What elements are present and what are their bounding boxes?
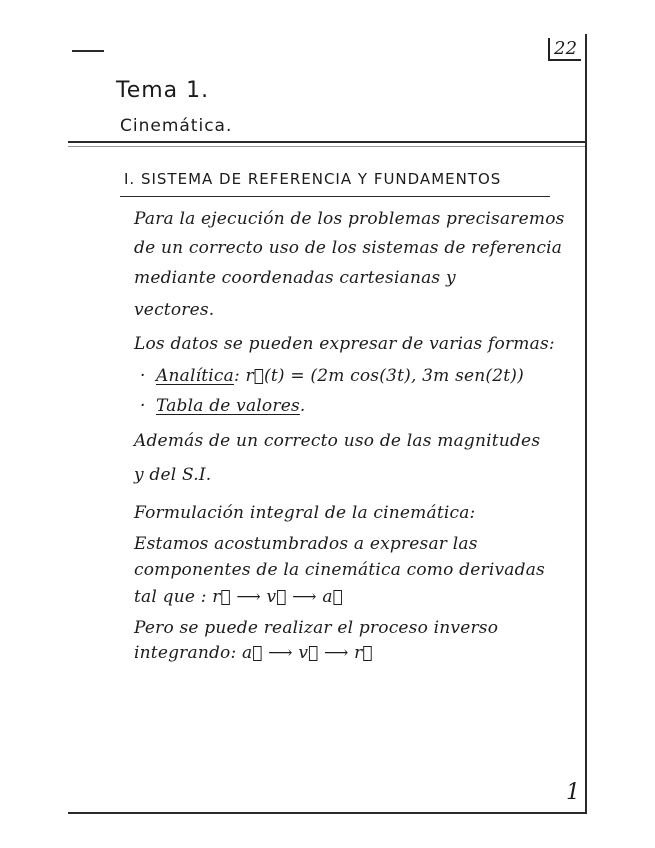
body2-line-4: Estamos acostumbrados a expresar las: [134, 534, 478, 554]
sheet-number: 22: [548, 38, 581, 61]
bullet-dot: ·: [140, 396, 146, 416]
body-line-2: de un correcto uso de los sistemas de referencia: [134, 238, 563, 258]
body2-line-7: Pero se puede realizar el proceso inverso: [134, 618, 499, 638]
bullet-dot: ·: [140, 366, 146, 386]
body2-line-6: tal que : r⃗ ⟶ v⃗ ⟶ a⃗: [134, 587, 343, 607]
title-divider-2: [68, 146, 586, 147]
bullet-analitica: [140, 366, 524, 386]
title-divider: [68, 141, 586, 143]
bullet-formula-analitica: : r⃗(t) = (2m cos(3t), 3m sen(2t)): [233, 366, 524, 386]
right-margin-line: [585, 34, 587, 814]
bullet-tabla: [140, 396, 306, 416]
section-underline: [120, 196, 550, 197]
tema-title: Tema 1.: [116, 78, 210, 103]
body2-line-8: integrando: a⃗ ⟶ v⃗ ⟶ r⃗: [134, 643, 373, 663]
bottom-rule: [68, 812, 587, 814]
top-left-dash: [72, 50, 104, 52]
body2-line-2: y del S.I.: [134, 465, 212, 485]
bullet-label-analitica: Analítica: [156, 366, 234, 386]
subject-title: Cinemática.: [120, 116, 233, 136]
bullet-label-tabla: Tabla de valores: [156, 396, 300, 416]
body-line-4: vectores.: [134, 300, 215, 320]
body-line-3: mediante coordenadas cartesianas y: [134, 268, 456, 288]
bullet-formula-tabla: .: [299, 396, 306, 416]
page-number: 1: [566, 780, 581, 805]
body2-line-5: componentes de la cinemática como derivadas: [134, 560, 545, 580]
body-line-1: Para la ejecución de los problemas precisaremos: [134, 209, 565, 229]
body-line-5: Los datos se pueden expresar de varias formas:: [134, 334, 555, 354]
body2-line-1: Además de un correcto uso de las magnitudes: [134, 431, 541, 451]
section-heading: I. SISTEMA DE REFERENCIA Y FUNDAMENTOS: [124, 170, 502, 188]
body2-line-3: Formulación integral de la cinemática:: [134, 503, 476, 523]
